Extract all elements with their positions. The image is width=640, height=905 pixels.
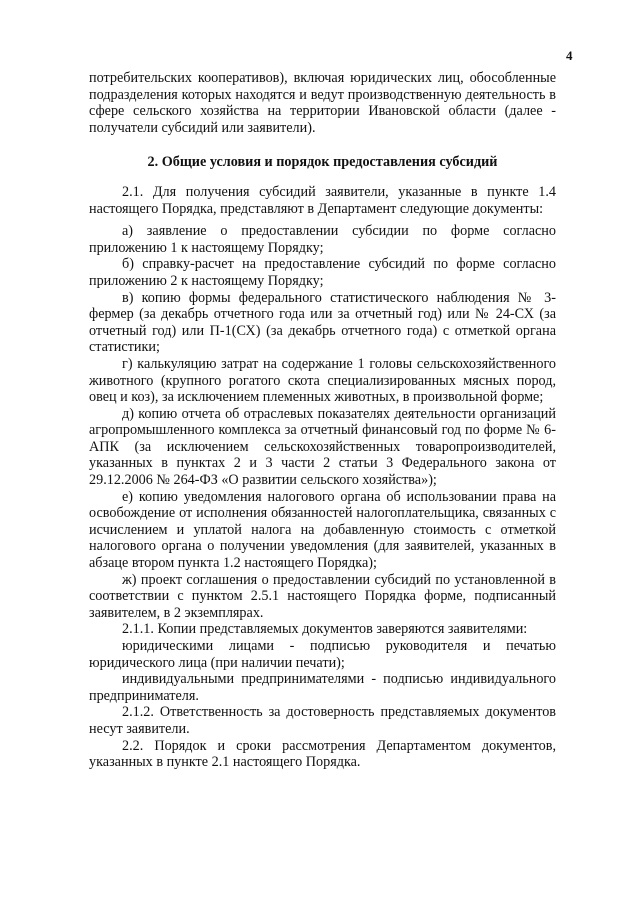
individuals-paragraph: индивидуальными предпринимателями - подписью индивидуального предпринимателя.	[89, 671, 556, 704]
paragraph-2-1: 2.1. Для получения субсидий заявители, указанные в пункте 1.4 настоящего Порядка, представляют в Департамент следующие документы:	[89, 183, 556, 217]
document-body	[89, 70, 556, 771]
list-item-b: б) справку-расчет на предоставление субсидий по форме согласно приложению 2 к настоящему Порядку;	[89, 256, 556, 289]
list-item-d: д) копию отчета об отраслевых показателях деятельности организаций агропромышленного комплекса за отчетный финансовый год по форме № 6-АПК (за исключением сельскохозяйственных товаропроизводителей, указанных в пунктах 2 и 3 части 2 статьи 3 Федерального закона от 29.12.2006 № 264-ФЗ «О развитии сельского хозяйства»);	[89, 405, 556, 489]
page-number: 4	[566, 48, 573, 63]
list-item-e: е) копию уведомления налогового органа об использовании права на освобождение от исполнения обязанностей налогоплательщика, связанных с исчислением и уплатой налога на добавленную стоимость с отметкой налогового органа о получении уведомления (для заявителей, указанных в абзаце втором пункта 1.2 настоящего Порядка);	[89, 488, 556, 572]
section-heading: 2. Общие условия и порядок предоставления субсидий	[147, 154, 498, 171]
intro-paragraph: потребительских кооперативов), включая юридических лиц, обособленные подразделения которых находятся и ведут производственную деятельность в сфере сельского хозяйства на территории Ивановской области (далее - получатели субсидий или заявители).	[89, 70, 556, 136]
list-item-zh: ж) проект соглашения о предоставлении субсидий по установленной в соответствии с пунктом 2.5.1 настоящего Порядка форме, подписанный заявителем, в 2 экземплярах.	[89, 571, 556, 621]
list-item-v: в) копию формы федерального статистического наблюдения № 3-фермер (за декабрь отчетного года или за отчетный год) или № 24-СХ (за отчетный год) или П-1(СХ) (за декабрь отчетного года) с отметкой органа статистики;	[89, 289, 556, 356]
list-item-a: а) заявление о предоставлении субсидии по форме согласно приложению 1 к настоящему Порядку;	[89, 223, 556, 256]
paragraph-2-2: 2.2. Порядок и сроки рассмотрения Департаментом документов, указанных в пункте 2.1 настоящего Порядка.	[89, 737, 556, 771]
paragraph-2-1-2: 2.1.2. Ответственность за достоверность представляемых документов несут заявители.	[89, 704, 556, 737]
legal-entities-paragraph: юридическими лицами - подписью руководителя и печатью юридического лица (при наличии печати);	[89, 638, 556, 671]
list-item-g: г) калькуляцию затрат на содержание 1 головы сельскохозяйственного животного (крупного рогатого скота специализированных мясных пород, овец и коз), за исключением племенных животных, в произвольной форме;	[89, 355, 556, 406]
paragraph-2-1-1: 2.1.1. Копии представляемых документов заверяются заявителями:	[122, 621, 528, 638]
